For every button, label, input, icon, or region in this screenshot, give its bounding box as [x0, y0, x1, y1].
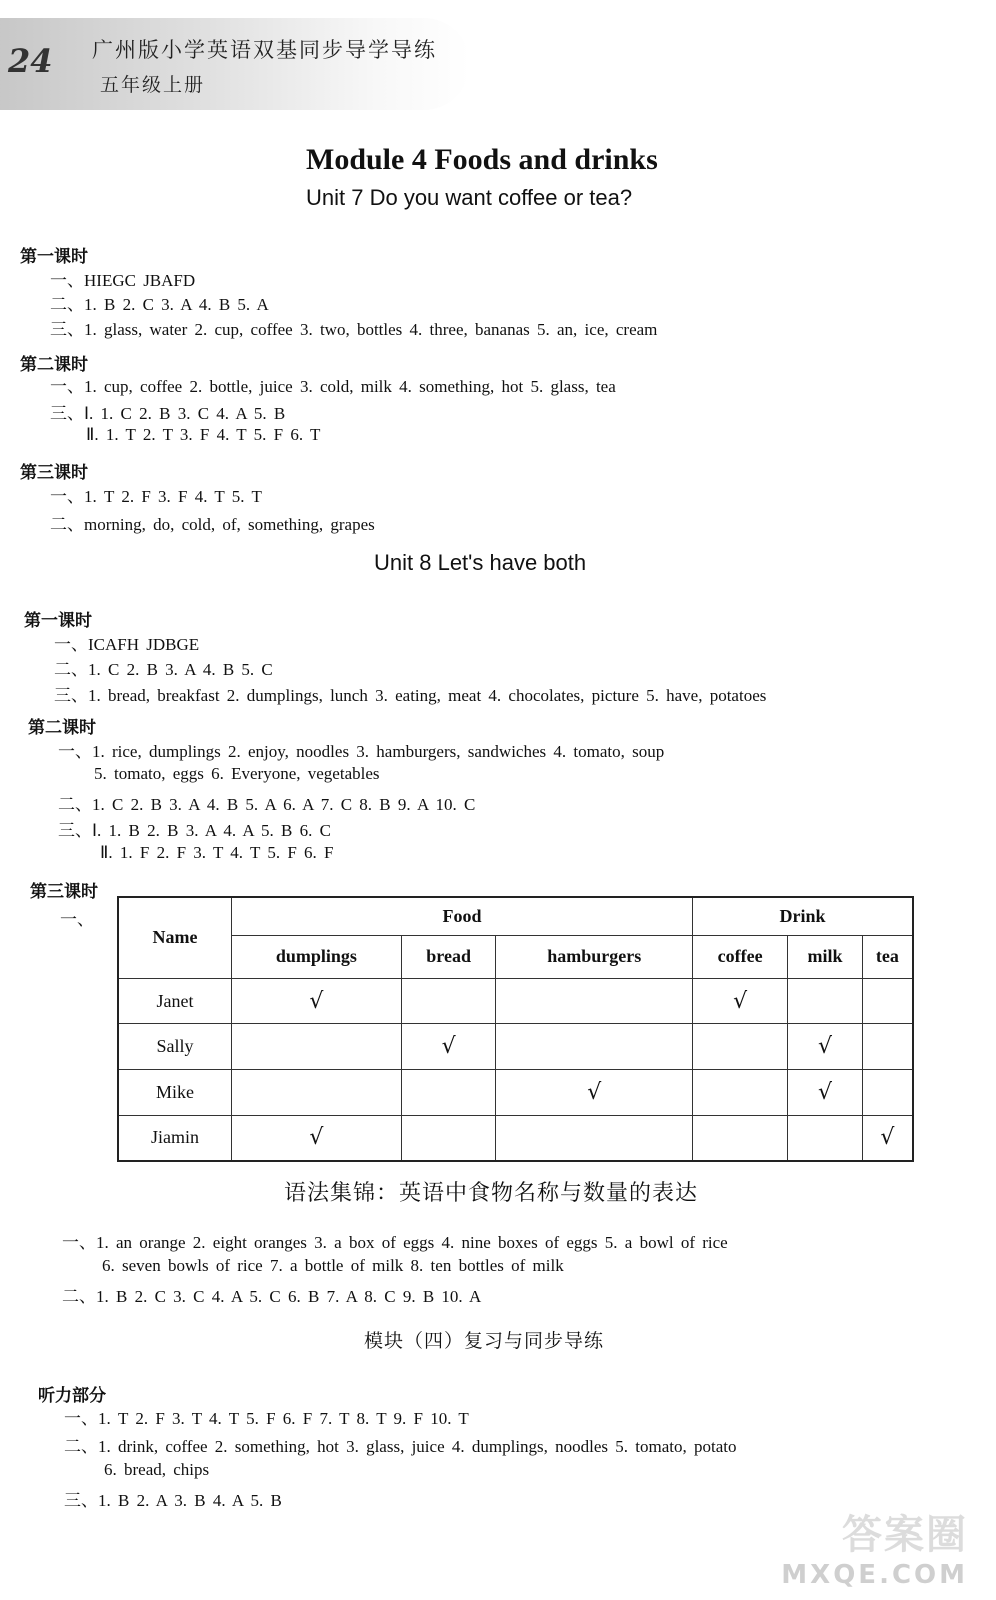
listening-heading: 听力部分: [38, 1386, 106, 1406]
review-line1: 一、1. T 2. F 3. T 4. T 5. F 6. F 7. T 8. T 9. F 10. T: [64, 1409, 469, 1428]
row-name: Janet: [118, 978, 232, 1024]
review-title: 模块（四）复习与同步导练: [364, 1330, 605, 1352]
check-mark: √: [733, 988, 748, 1014]
unit7-lesson2-line3: Ⅱ. 1. T 2. T 3. F 4. T 5. F 6. T: [86, 425, 321, 444]
check-cell: [232, 1024, 402, 1070]
unit7-lesson1-heading: 第一课时: [20, 247, 88, 267]
check-mark: √: [441, 1034, 456, 1060]
check-cell: [496, 978, 693, 1024]
unit8-lesson2-line2: 5. tomato, eggs 6. Everyone, vegetables: [94, 764, 380, 783]
table-row: [118, 1115, 913, 1161]
row-name: Jiamin: [118, 1115, 232, 1161]
check-cell: [788, 1070, 863, 1116]
row-name: Mike: [118, 1070, 232, 1116]
review-line4: 三、1. B 2. A 3. B 4. A 5. B: [64, 1491, 282, 1510]
col-header: hamburgers: [496, 936, 693, 979]
grammar-line1: 一、1. an orange 2. eight oranges 3. a box of eggs 4. nine boxes of eggs 5. a bowl of rice: [62, 1233, 728, 1252]
unit8-lesson1-line3: 三、1. bread, breakfast 2. dumplings, lunch 3. eating, meat 4. chocolates, picture 5. have, potatoes: [54, 686, 767, 705]
check-mark: √: [309, 988, 324, 1014]
name-header: Name: [118, 897, 232, 978]
check-mark: √: [587, 1079, 602, 1105]
watermark-logo: 答案圈: [842, 1512, 968, 1558]
review-line2: 二、1. drink, coffee 2. something, hot 3. glass, juice 4. dumplings, noodles 5. tomato, potato: [64, 1437, 737, 1456]
check-cell: [788, 1115, 863, 1161]
table-row: [118, 978, 913, 1024]
col-header: tea: [862, 936, 913, 979]
unit8-lesson2-line4: 三、Ⅰ. 1. B 2. B 3. A 4. A 5. B 6. C: [58, 821, 331, 840]
check-cell: [496, 1024, 693, 1070]
unit7-title: Unit 7 Do you want coffee or tea?: [306, 185, 633, 210]
unit7-lesson1-line1: 一、HIEGC JBAFD: [50, 271, 196, 290]
table-row: [118, 1070, 913, 1116]
check-cell: [232, 1070, 402, 1116]
book-title: 广州版小学英语双基同步导学导练: [92, 38, 437, 62]
unit8-lesson2-line3: 二、1. C 2. B 3. A 4. B 5. A 6. A 7. C 8. B 9. A 10. C: [58, 795, 476, 814]
unit7-lesson2-heading: 第二课时: [20, 355, 88, 375]
col-header: bread: [401, 936, 496, 979]
check-cell: [401, 1115, 496, 1161]
check-cell: [788, 1024, 863, 1070]
unit8-lesson3-label: 一、: [60, 910, 94, 930]
check-cell: [862, 1115, 913, 1161]
check-mark: √: [309, 1125, 324, 1151]
col-header: dumplings: [232, 936, 402, 979]
check-cell: [788, 978, 863, 1024]
col-header: coffee: [693, 936, 788, 979]
table-row: [118, 1024, 913, 1070]
check-cell: [496, 1070, 693, 1116]
page-number: 24: [8, 42, 53, 80]
unit8-lesson2-heading: 第二课时: [28, 718, 96, 738]
watermark-url: MXQE.COM: [781, 1560, 968, 1590]
unit7-lesson1-line2: 二、1. B 2. C 3. A 4. B 5. A: [50, 295, 269, 314]
unit8-lesson3-heading: 第三课时: [30, 882, 98, 902]
check-cell: [232, 1115, 402, 1161]
food-drink-table: [117, 896, 914, 1162]
unit8-lesson2-line1: 一、1. rice, dumplings 2. enjoy, noodles 3. hamburgers, sandwiches 4. tomato, soup: [58, 742, 665, 761]
check-cell: [232, 978, 402, 1024]
unit7-lesson3-line2: 二、morning, do, cold, of, something, grapes: [50, 515, 375, 534]
review-line3: 6. bread, chips: [104, 1460, 210, 1479]
check-cell: [693, 1115, 788, 1161]
check-mark: √: [817, 1079, 833, 1105]
check-mark: √: [817, 1034, 833, 1060]
check-cell: [862, 1024, 913, 1070]
unit7-lesson3-heading: 第三课时: [20, 463, 88, 483]
grammar-line2: 6. seven bowls of rice 7. a bottle of milk 8. ten bottles of milk: [102, 1256, 564, 1275]
check-mark: √: [880, 1125, 895, 1151]
col-header: milk: [788, 936, 863, 979]
module-title: Module 4 Foods and drinks: [306, 143, 658, 176]
unit8-title: Unit 8 Let's have both: [374, 550, 587, 575]
check-cell: [693, 1070, 788, 1116]
check-cell: [693, 1024, 788, 1070]
header-decoration: [0, 18, 470, 110]
grammar-line3: 二、1. B 2. C 3. C 4. A 5. C 6. B 7. A 8. C 9. B 10. A: [62, 1287, 482, 1306]
unit8-lesson1-line1: 一、ICAFH JDBGE: [54, 635, 200, 654]
unit7-lesson2-line1: 一、1. cup, coffee 2. bottle, juice 3. cold, milk 4. something, hot 5. glass, tea: [50, 377, 616, 396]
check-cell: [862, 978, 913, 1024]
unit7-lesson1-line3: 三、1. glass, water 2. cup, coffee 3. two, bottles 4. three, bananas 5. an, ice, cream: [50, 320, 658, 339]
unit8-lesson2-line5: Ⅱ. 1. F 2. F 3. T 4. T 5. F 6. F: [100, 843, 334, 862]
unit8-lesson1-heading: 第一课时: [24, 611, 92, 631]
check-cell: [401, 1070, 496, 1116]
food-header: Food: [232, 897, 693, 936]
check-cell: [693, 978, 788, 1024]
unit8-lesson1-line2: 二、1. C 2. B 3. A 4. B 5. C: [54, 660, 273, 679]
check-cell: [862, 1070, 913, 1116]
drink-header: Drink: [693, 897, 913, 936]
grammar-title: 语法集锦：英语中食物名称与数量的表达: [284, 1181, 699, 1206]
unit7-lesson2-line2: 三、Ⅰ. 1. C 2. B 3. C 4. A 5. B: [50, 404, 286, 423]
book-grade: 五年级上册: [100, 74, 206, 96]
site-watermark: [768, 1512, 978, 1592]
check-cell: [401, 1024, 496, 1070]
check-cell: [496, 1115, 693, 1161]
row-name: Sally: [118, 1024, 232, 1070]
unit7-lesson3-line1: 一、1. T 2. F 3. F 4. T 5. T: [50, 487, 262, 506]
check-cell: [401, 978, 496, 1024]
